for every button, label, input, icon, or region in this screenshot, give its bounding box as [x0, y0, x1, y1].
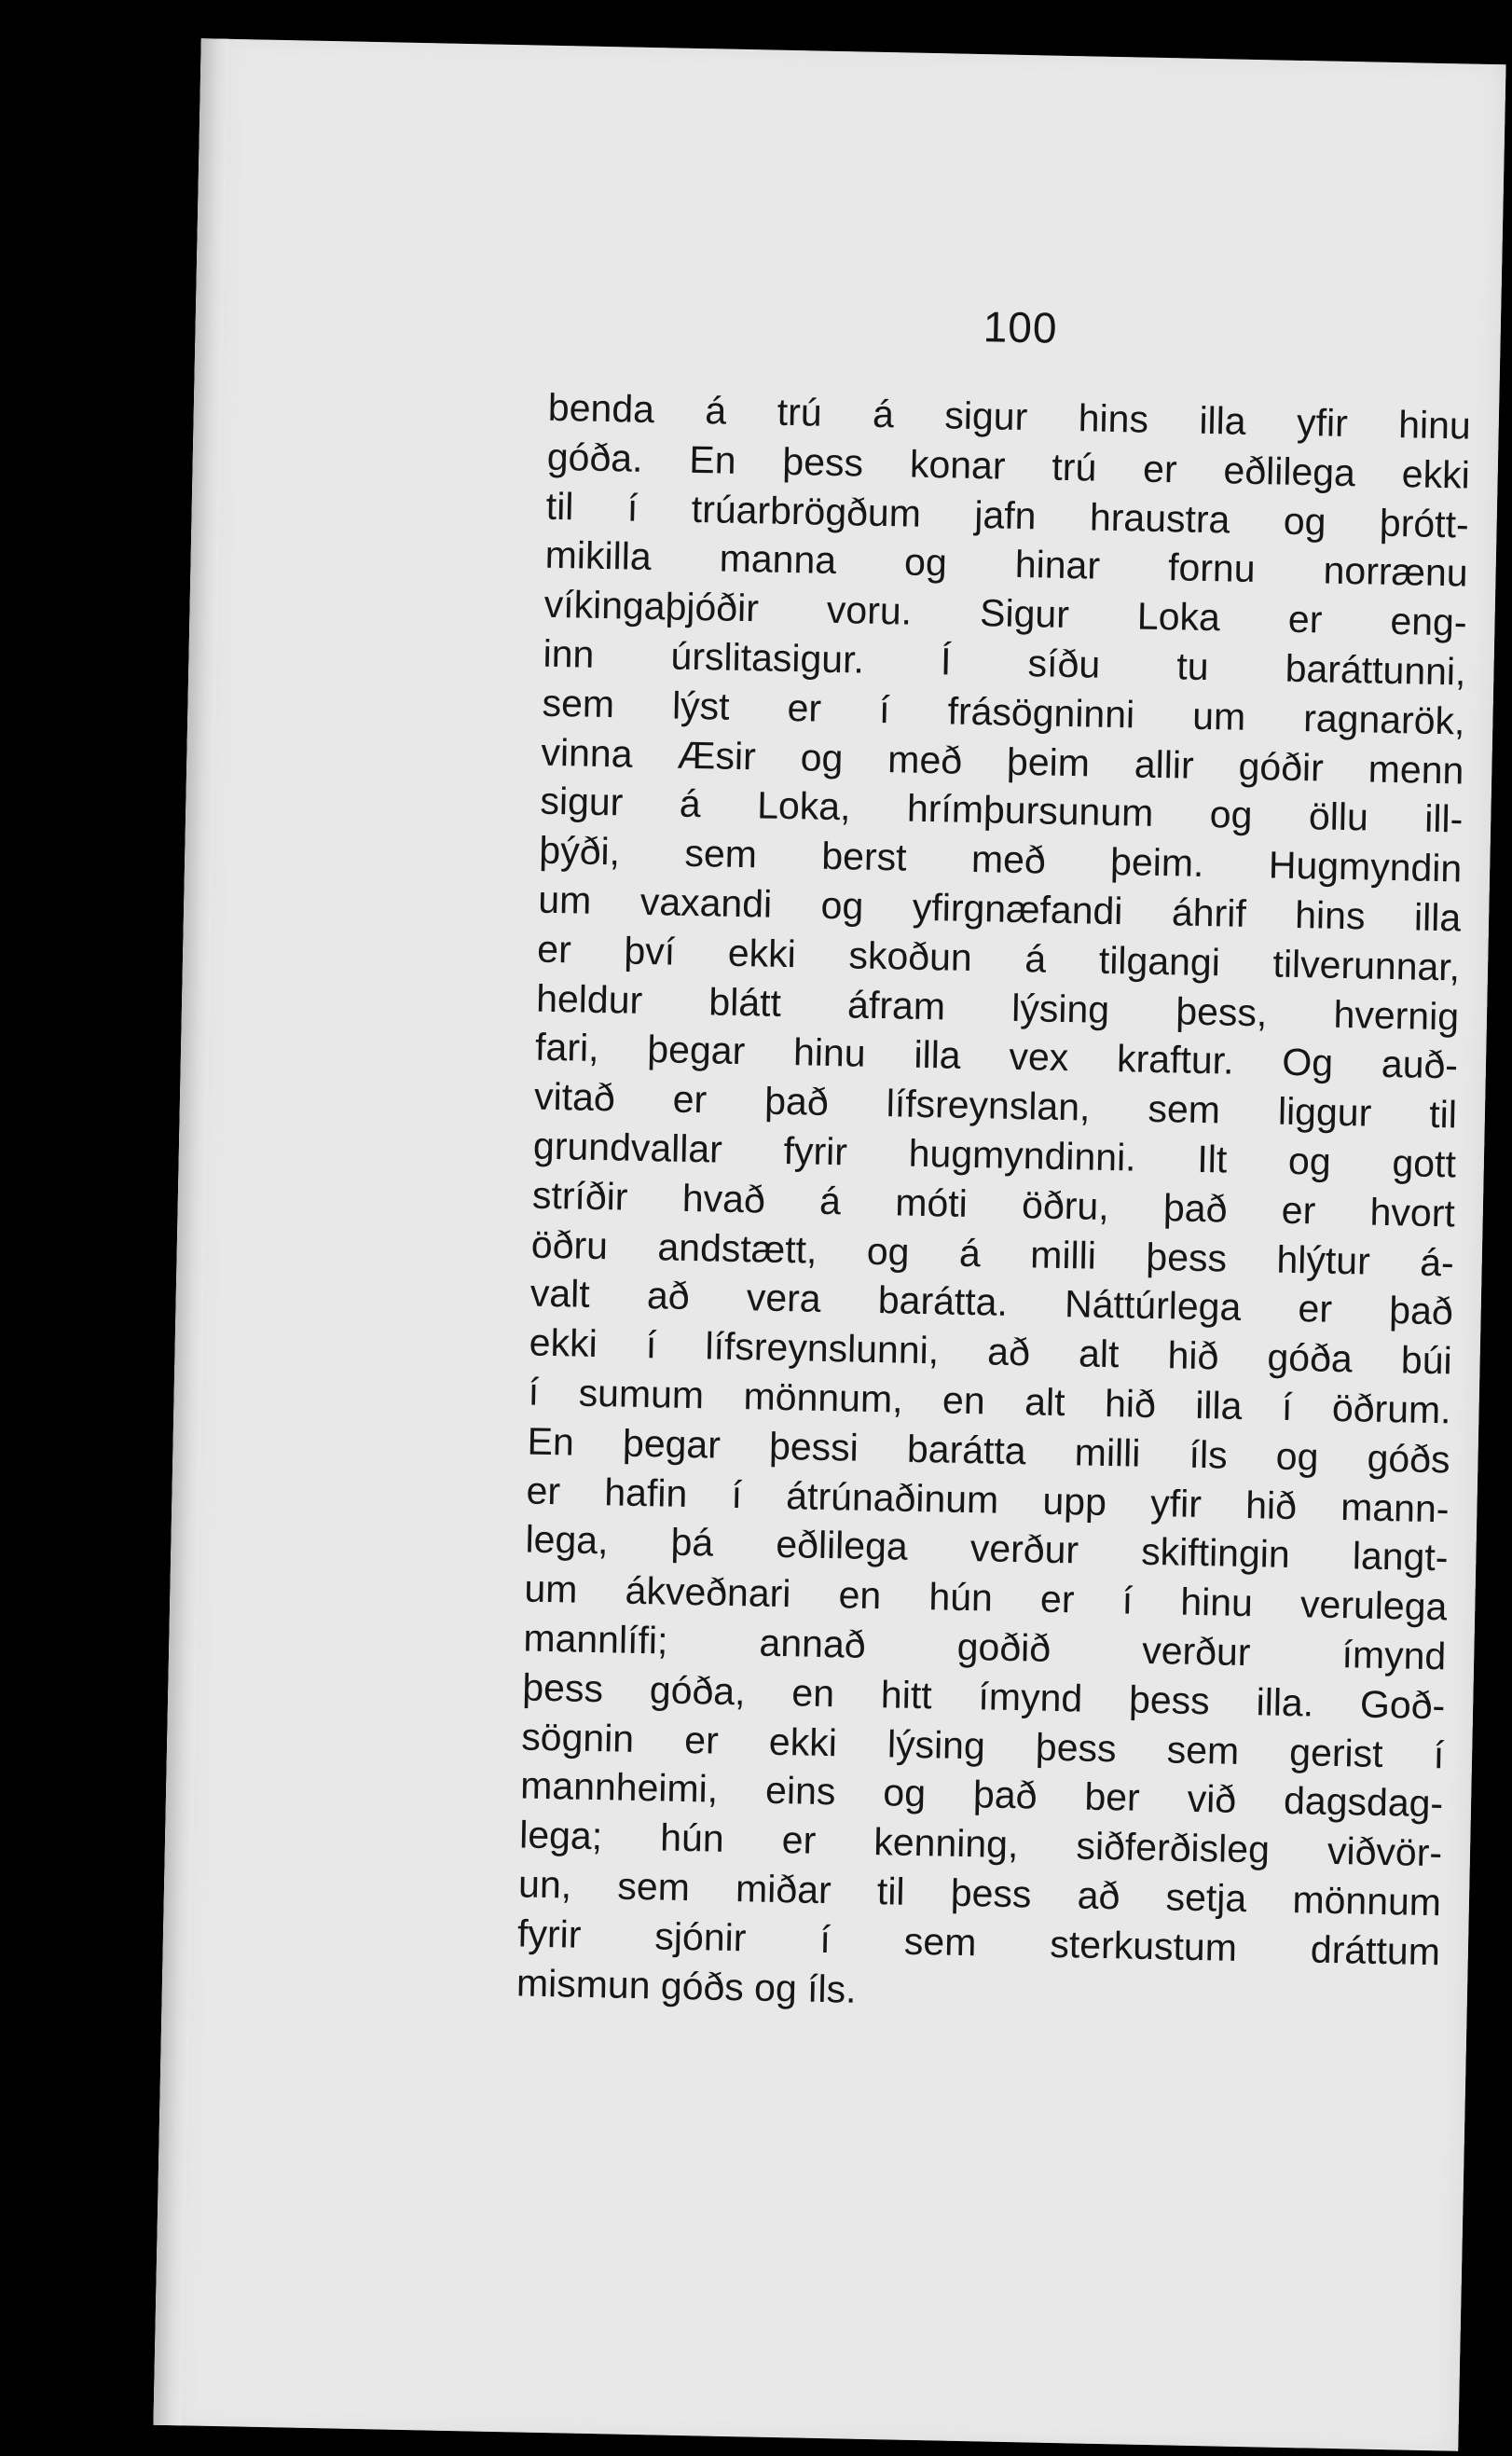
text-line: þýði, sem berst með þeim. Hugmyndin — [538, 828, 1463, 890]
text-line: stríðir hvað á móti öðru, það er hvort — [531, 1173, 1456, 1235]
text-line: mannheimi, eins og það ber við dagsdag- — [519, 1763, 1444, 1826]
text-line: til í trúarbrögðum jafn hraustra og þrótt- — [545, 484, 1470, 546]
text-line: sögnin er ekki lýsing þess sem gerist í — [520, 1714, 1445, 1776]
text-line: un, sem miðar til þess að setja mönnum — [517, 1862, 1442, 1925]
text-line: benda á trú á sigur hins illa yfir hinu — [547, 385, 1472, 448]
text-line: vitað er það lífsreynslan, sem liggur til — [533, 1074, 1458, 1137]
text-line: um vaxandi og yfirgnæfandi áhrif hins illa — [537, 877, 1462, 940]
body-text — [516, 383, 1472, 2026]
text-line: er hafin í átrúnaðinum upp yfir hið mann- — [526, 1469, 1450, 1530]
text-line: um ákveðnari en hún er í hinu verulega — [524, 1566, 1448, 1629]
text-line: víkingaþjóðir voru. Sigur Loka er eng- — [543, 582, 1467, 644]
text-line: sem lýst er í frásögninni um ragnarök, — [542, 681, 1465, 743]
text-line: lega; hún er kenning, siðferðisleg viðvör- — [518, 1813, 1443, 1875]
text-line: heldur blátt áfram lýsing þess, hvernig — [535, 976, 1460, 1039]
text-line: grundvallar fyrir hugmyndinni. Ilt og gott — [532, 1124, 1457, 1186]
text-line: öðru andstætt, og á milli þess hlýtur á- — [530, 1222, 1455, 1284]
text-line: mannlífi; annað goðið verður ímynd — [523, 1616, 1447, 1678]
text-line: lega, þá eðlilega verður skiftingin langt- — [525, 1517, 1449, 1580]
text-line: sigur á Loka, hrímþursunum og öllu ill- — [540, 780, 1464, 841]
text-line: fyrir sjónir í sem sterkustum dráttum — [516, 1911, 1441, 1973]
text-line: valt að vera barátta. Náttúrlega er það — [529, 1271, 1454, 1333]
page-spine-shadow — [153, 38, 228, 2425]
text-line: fari, þegar hinu illa vex kraftur. Og auð- — [534, 1025, 1459, 1087]
text-line: ekki í lífsreynslunni, að alt hið góða búi — [529, 1320, 1453, 1383]
page-number: 100 — [983, 302, 1059, 352]
text-line: er því ekki skoðun á tilgangi tilverunnar, — [536, 927, 1461, 989]
text-line: góða. En þess konar trú er eðlilega ekki — [546, 435, 1471, 497]
text-line: mismun góðs og íls. — [515, 1960, 858, 2011]
text-line: mikilla manna og hinar fornu norrænu — [544, 533, 1469, 595]
text-line: vinna Æsir og með þeim allir góðir menn — [541, 730, 1464, 793]
text-line: inn úrslitasigur. Í síðu tu baráttunni, — [543, 631, 1466, 694]
text-line: þess góða, en hitt ímynd þess illa. Goð- — [521, 1665, 1446, 1728]
text-line: í sumum mönnum, en alt hið illa í öðrum. — [528, 1370, 1452, 1432]
book-page — [153, 38, 1505, 2451]
text-line: En þegar þessi barátta milli íls og góðs — [527, 1419, 1450, 1482]
